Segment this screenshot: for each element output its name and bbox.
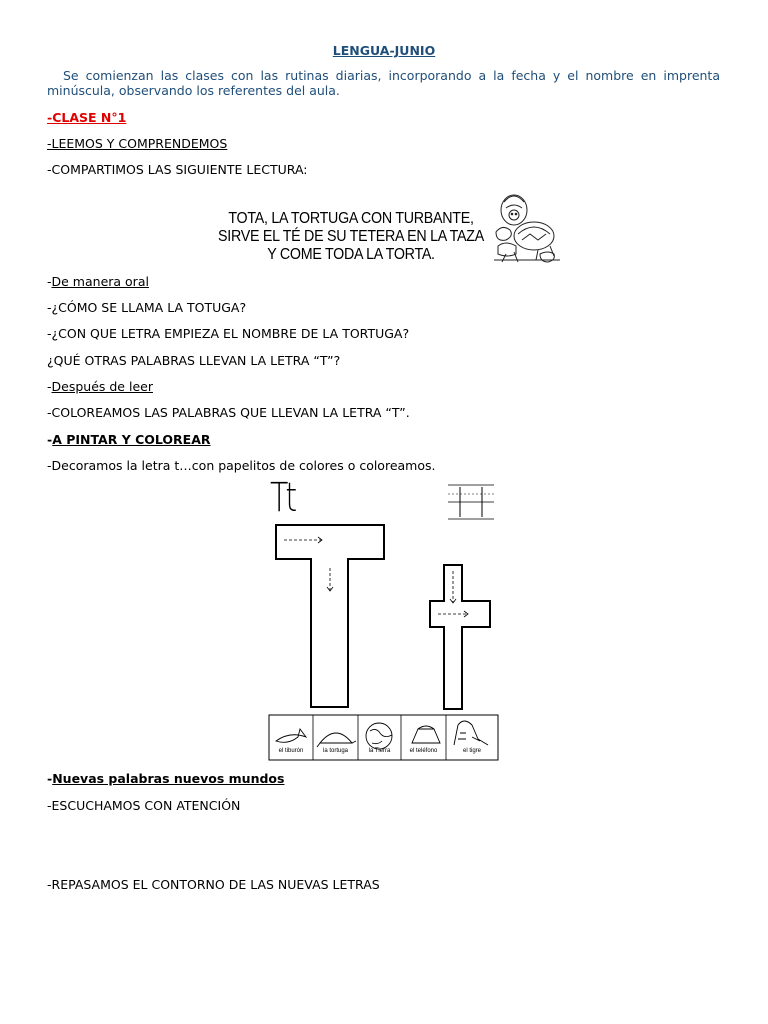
question-1: -¿CÓMO SE LLAMA LA TOTUGA? [47,300,247,315]
after-label: Después de leer [51,379,153,394]
letter-t-worksheet [268,475,500,763]
letters-label: Tt [270,475,295,521]
reading-text [218,210,485,264]
word-label-1: el tiburón [278,748,304,754]
word-label-2: la tortuga [322,748,349,754]
section-read-understand: -LEEMOS Y COMPRENDEMOS [47,136,228,151]
decorate-line: -Decoramos la letra t…con papelitos de colores o coloreamos. [47,458,436,473]
color-words-line: -COLOREAMOS LAS PALABRAS QUE LLEVAN LA LETRA “T”. [47,405,410,420]
reading-line-2: SIRVE EL TÉ DE SU TETERA EN LA TAZA [218,228,484,245]
class-heading: -CLASE N°1 [47,110,127,125]
new-words-label: Nuevas palabras nuevos mundos [52,771,285,786]
word-label-3: la Tierra [368,748,391,754]
review-line: -REPASAMOS EL CONTORNO DE LAS NUEVAS LETRAS [47,877,380,892]
new-words-prefix: - [47,771,53,786]
word-label-4: el teléfono [409,748,438,754]
picture-word-labels [269,748,498,759]
document-title: LENGUA-JUNIO [332,43,436,58]
after-reading-line [47,379,153,394]
intro-paragraph: Se comienzan las clases con las rutinas diarias, incorporando a la fecha y el nombre en imprenta minúscula, observando los referentes del aula. [47,68,720,98]
listen-line: -ESCUCHAMOS CON ATENCIÓN [47,798,241,813]
reading-image [206,188,562,266]
oral-prefix: - [47,274,52,289]
letter-t-outline-drawing [268,481,500,763]
word-label-5: el tigre [462,748,481,754]
oral-line [47,274,149,289]
reading-line-3: Y COME TODA LA TORTA. [267,246,435,263]
reading-line-1: TOTA, LA TORTUGA CON TURBANTE, [228,210,474,227]
oral-label: De manera oral [51,274,149,289]
after-prefix: - [47,379,52,394]
question-2: -¿CON QUE LETRA EMPIEZA EL NOMBRE DE LA TORTUGA? [47,326,410,341]
turtle-illustration [492,188,562,266]
paint-heading [47,432,211,447]
paint-label: A PINTAR Y COLOREAR [52,432,211,447]
share-reading-line: -COMPARTIMOS LAS SIGUIENTE LECTURA: [47,162,308,177]
new-words-heading [47,771,284,786]
question-3: ¿QUÉ OTRAS PALABRAS LLEVAN LA LETRA “T”? [47,353,341,368]
paint-prefix: - [47,432,53,447]
